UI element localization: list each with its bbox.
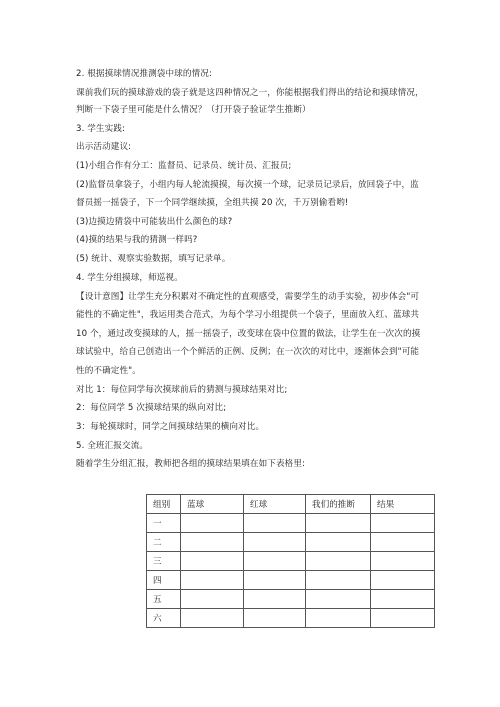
group-cell: 五 xyxy=(147,590,181,609)
group-cell: 六 xyxy=(147,609,181,628)
table-cell xyxy=(371,571,435,590)
paragraph-line: 球试验中，给自己创造出一个个鲜活的正例、反例；在一次次的对比中，逐渐体会到"可能 xyxy=(76,347,420,357)
table-header-cell: 蓝球 xyxy=(181,495,244,514)
paragraph-line: 10 个，通过改变摸球的人，摇一摇袋子，改变球在袋中位置的做法，让学生在一次次的摸 xyxy=(76,329,421,339)
table-header-cell: 结果 xyxy=(371,495,435,514)
section-3-heading: 3. 学生实践: xyxy=(76,124,126,134)
table-cell xyxy=(371,590,435,609)
table-row xyxy=(147,590,435,609)
table-header-cell: 我们的推断 xyxy=(306,495,371,514)
list-item-continuation: 督员摇一摇袋子，下一个同学继续摸，全组共摸 20 次，千万别偷看哟! xyxy=(76,198,349,208)
section-5-heading: 5. 全班汇报交流。 xyxy=(76,441,149,451)
table-cell xyxy=(244,590,306,609)
comparison-line: 2：每位同学 5 次摸球结果的纵向对比; xyxy=(76,403,227,413)
table-cell xyxy=(244,571,306,590)
table-cell xyxy=(306,533,371,552)
section-4-heading: 4. 学生分组摸球，师巡视。 xyxy=(76,273,183,283)
table-row xyxy=(147,571,435,590)
paragraph-line: 能性的不确定性"，我运用类合范式，为每个学习小组提供一个袋子，里面放入红、蓝球共 xyxy=(76,310,420,320)
table-header-cell: 组别 xyxy=(147,495,181,514)
comparison-line: 对比 1：每位同学每次摸球前后的猜测与摸球结果对比; xyxy=(76,385,288,395)
section-2-heading: 2. 根据摸球情况推测袋中球的情况: xyxy=(76,69,212,79)
paragraph-line: 判断一下袋子里可能是什么情况？（打开袋子验证学生推断） xyxy=(76,105,311,115)
table-row xyxy=(147,514,435,533)
table-cell xyxy=(371,609,435,628)
group-cell: 三 xyxy=(147,552,181,571)
group-cell: 四 xyxy=(147,571,181,590)
table-cell xyxy=(244,514,306,533)
list-item: (3)边摸边猜袋中可能装出什么颜色的球? xyxy=(76,217,233,227)
table-row xyxy=(147,552,435,571)
list-item: (1)小组合作有分工：监督员、记录员、统计员、汇报员; xyxy=(76,161,292,171)
table-cell xyxy=(181,571,244,590)
list-item: (4)摸的结果与我的猜测一样吗? xyxy=(76,235,198,245)
table-cell xyxy=(244,609,306,628)
table-header-cell: 红球 xyxy=(244,495,306,514)
table-cell xyxy=(306,571,371,590)
table-cell xyxy=(181,609,244,628)
paragraph-line: 课前我们玩的摸球游戏的袋子就是这四种情况之一，你能根据我们得出的结论和摸球情况， xyxy=(76,88,424,98)
table-cell xyxy=(181,533,244,552)
paragraph-line: 出示活动建议: xyxy=(76,142,132,152)
table-row xyxy=(147,609,435,628)
table-cell xyxy=(371,552,435,571)
paragraph-line: 性的不确定性"。 xyxy=(76,366,141,376)
table-cell xyxy=(306,590,371,609)
table-row xyxy=(147,533,435,552)
results-table xyxy=(146,494,435,628)
table-cell xyxy=(306,609,371,628)
list-item: (2)监督员拿袋子，小组内每人轮流摸摸，每次摸一个球，记录员记录后，放回袋子中，监 xyxy=(76,180,419,190)
table-cell xyxy=(181,552,244,571)
table-cell xyxy=(244,533,306,552)
table-cell xyxy=(181,514,244,533)
group-cell: 一 xyxy=(147,514,181,533)
table-cell xyxy=(181,590,244,609)
design-intent-line: 【设计意图】让学生充分积累对不确定性的直观感受，需要学生的动手实验，初步体会"可 xyxy=(76,292,420,302)
comparison-line: 3：每轮摸球时，同学之间摸球结果的横向对比。 xyxy=(76,422,265,432)
list-item: (5) 统计、观察实验数据，填写记录单。 xyxy=(76,254,231,264)
table-cell xyxy=(371,533,435,552)
table-cell xyxy=(244,552,306,571)
table-cell xyxy=(306,552,371,571)
table-cell xyxy=(371,514,435,533)
group-cell: 二 xyxy=(147,533,181,552)
table-cell xyxy=(306,514,371,533)
paragraph-line: 随着学生分组汇报，教师把各组的摸球结果填在如下表格里: xyxy=(76,459,306,469)
table-header-row xyxy=(147,495,435,514)
